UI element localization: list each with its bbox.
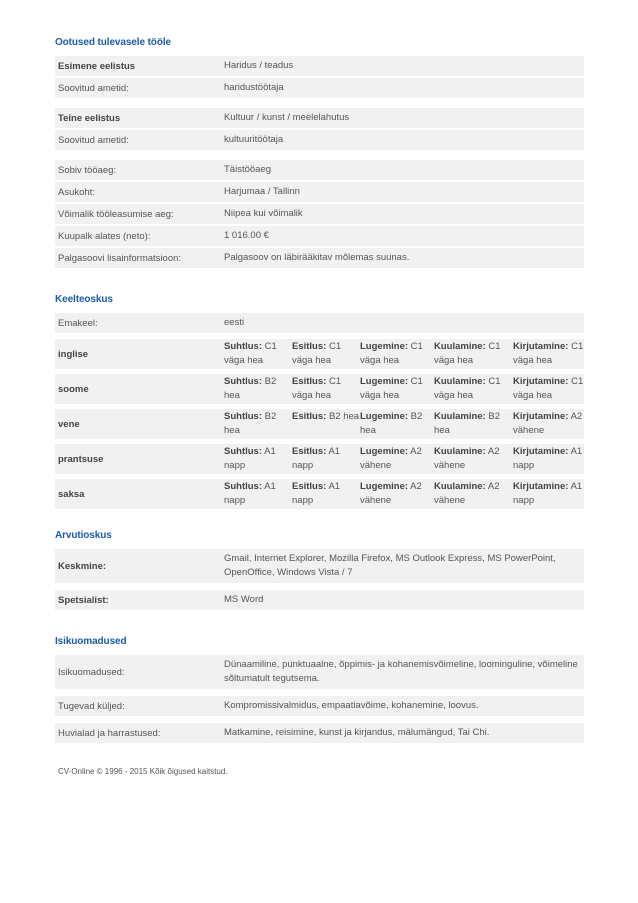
section-title-personal: Isikuomadused [55, 636, 127, 647]
second-preference-jobs-label: Soovitud ametid: [58, 134, 129, 146]
start-time-label: Võimalik tööleasumise aeg: [58, 208, 174, 220]
presenting-level: Esitlus: C1 väga hea [292, 376, 342, 401]
computer-expert-label: Spetsialist: [58, 594, 109, 606]
presenting-level: Esitlus: A1 napp [292, 446, 341, 471]
hobbies-row [55, 723, 584, 745]
listening-level: Kuulamine: B2 hea [434, 411, 500, 436]
reading-level: Lugemine: B2 hea [360, 411, 423, 436]
work-time-value: Täistööaeg [224, 164, 272, 175]
native-language-group [55, 313, 584, 335]
computer-intermediate-value: Gmail, Internet Explorer, Mozilla Firefox, MS Outlook Express, MS PowerPoint, OpenOffice, Windows Vista / 7 [224, 553, 556, 578]
language-row [55, 479, 584, 509]
writing-level: Kirjutamine: A1 napp [513, 481, 583, 506]
language-levels [220, 374, 588, 404]
writing-level: Kirjutamine: A2 vähene [513, 411, 583, 436]
personal-traits-group [55, 655, 584, 745]
reading-level: Lugemine: C1 väga hea [360, 341, 423, 366]
language-levels [220, 409, 588, 439]
first-preference-jobs-row [55, 78, 584, 100]
section-spacer [55, 514, 584, 529]
location-value: Harjumaa / Tallinn [224, 186, 300, 197]
job-details-group [55, 160, 584, 270]
native-language-label: Emakeel: [58, 317, 98, 329]
traits-row [55, 655, 584, 691]
salary-label: Kuupalk alates (neto): [58, 230, 151, 242]
salary-info-row [55, 248, 584, 270]
presenting-level: Esitlus: A1 napp [292, 481, 341, 506]
computer-expert-row [55, 590, 584, 612]
second-preference-jobs-value: kultuuritöötaja [224, 134, 284, 145]
salary-row [55, 226, 584, 248]
writing-level: Kirjutamine: A1 napp [513, 446, 583, 471]
traits-value: Dünaamiline, punktuaalne, õppimis- ja kohanemisvõimeline, loominguline, võimeline sõltumatult tegutsema. [224, 659, 578, 684]
language-levels [220, 479, 588, 509]
strengths-row [55, 696, 584, 718]
section-spacer [55, 620, 584, 635]
presenting-level: Esitlus: C1 väga hea [292, 341, 342, 366]
computer-expert-value: MS Word [224, 594, 264, 605]
start-time-value: Niipea kui võimalik [224, 208, 303, 219]
second-preference-jobs-row [55, 130, 584, 152]
speaking-level: Suhtlus: B2 hea [224, 411, 277, 436]
language-row [55, 339, 584, 369]
second-preference-label: Teine eelistus [58, 112, 121, 124]
speaking-level: Suhtlus: A1 napp [224, 446, 276, 471]
speaking-level: Suhtlus: A1 napp [224, 481, 276, 506]
traits-label: Isikuomadused: [58, 666, 125, 678]
language-row [55, 409, 584, 439]
listening-level: Kuulamine: C1 väga hea [434, 341, 501, 366]
native-language-row [55, 313, 584, 335]
presenting-level: Esitlus: B2 hea [292, 411, 360, 422]
cv-content [55, 36, 584, 753]
first-preference-label: Esimene eelistus [58, 60, 136, 72]
language-row [55, 444, 584, 474]
listening-level: Kuulamine: A2 vähene [434, 446, 500, 471]
location-label: Asukoht: [58, 186, 95, 198]
second-preference-value: Kultuur / kunst / meelelahutus [224, 112, 350, 123]
listening-level: Kuulamine: A2 vähene [434, 481, 500, 506]
second-preference-group [55, 108, 584, 152]
speaking-level: Suhtlus: C1 väga hea [224, 341, 277, 366]
language-name: prantsuse [58, 453, 104, 465]
start-time-row [55, 204, 584, 226]
language-name: inglise [58, 348, 89, 360]
first-preference-group [55, 56, 584, 100]
writing-level: Kirjutamine: C1 väga hea [513, 341, 584, 366]
reading-level: Lugemine: A2 vähene [360, 446, 422, 471]
language-levels [220, 444, 588, 474]
first-preference-jobs-value: haridustöötaja [224, 82, 284, 93]
computer-skills-group [55, 549, 584, 612]
language-name: saksa [58, 488, 85, 500]
language-name: vene [58, 418, 80, 430]
section-spacer [55, 278, 584, 293]
copyright-footer: CV-Online © 1996 - 2015 Kõik õigused kaitstud. [58, 767, 228, 776]
speaking-level: Suhtlus: B2 hea [224, 376, 277, 401]
reading-level: Lugemine: C1 väga hea [360, 376, 423, 401]
hobbies-value: Matkamine, reisimine, kunst ja kirjandus, mälumängud, Tai Chi. [224, 727, 490, 738]
first-preference-value: Haridus / teadus [224, 60, 294, 71]
first-preference-row [55, 56, 584, 78]
computer-intermediate-label: Keskmine: [58, 560, 107, 572]
strengths-value: Kompromissivalmidus, empaatiavõime, kohanemine, loovus. [224, 700, 479, 711]
section-title-computer: Arvutioskus [55, 530, 112, 541]
first-preference-jobs-label: Soovitud ametid: [58, 82, 129, 94]
salary-value: 1 016.00 € [224, 230, 269, 241]
language-levels [220, 339, 588, 369]
location-row [55, 182, 584, 204]
language-name: soome [58, 383, 89, 395]
reading-level: Lugemine: A2 vähene [360, 481, 422, 506]
language-row [55, 374, 584, 404]
work-time-label: Sobiv tööaeg: [58, 164, 117, 176]
salary-info-label: Palgasoovi lisainformatsioon: [58, 252, 182, 264]
computer-intermediate-row [55, 549, 584, 585]
section-title-languages: Keelteoskus [55, 294, 113, 305]
native-language-value: eesti [224, 317, 245, 328]
second-preference-row [55, 108, 584, 130]
strengths-label: Tugevad küljed: [58, 700, 125, 712]
hobbies-label: Huvialad ja harrastused: [58, 727, 161, 739]
listening-level: Kuulamine: C1 väga hea [434, 376, 501, 401]
writing-level: Kirjutamine: C1 väga hea [513, 376, 584, 401]
salary-info-value: Palgasoov on läbirääkitav mõlemas suunas. [224, 252, 410, 263]
section-title-expectations: Ootused tulevasele tööle [55, 37, 171, 48]
work-time-row [55, 160, 584, 182]
